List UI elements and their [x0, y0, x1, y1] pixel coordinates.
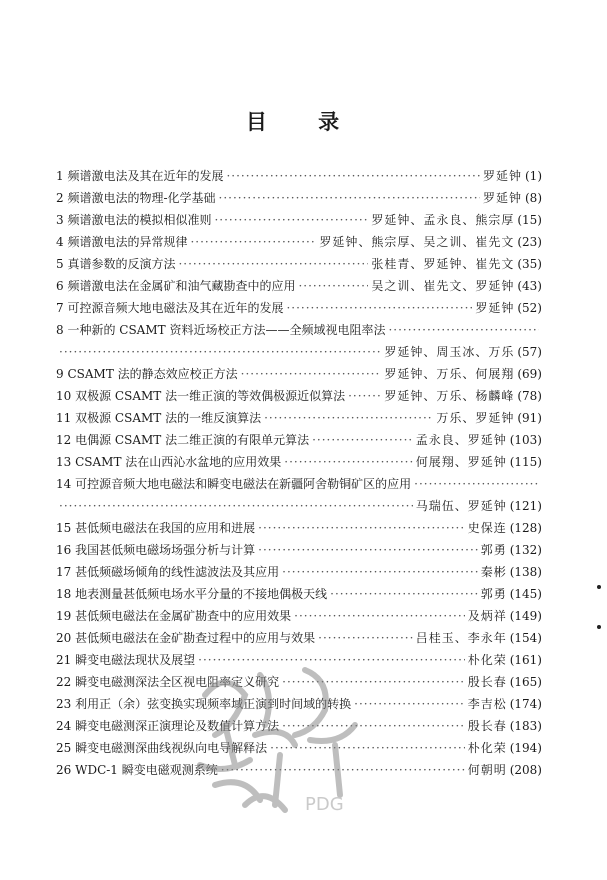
- toc-page: (69): [517, 367, 542, 381]
- toc-authors: 殷长春: [467, 719, 507, 733]
- toc-number: 24: [56, 719, 72, 733]
- toc-authors: 秦彬: [480, 565, 507, 579]
- toc-number: 19: [56, 609, 72, 623]
- toc-page: (115): [509, 455, 542, 469]
- toc-number: 11: [56, 411, 72, 425]
- toc-entry[interactable]: [56, 385, 542, 407]
- toc-title-text: 电偶源 CSAMT 法二维正演的有限单元算法: [75, 433, 310, 447]
- toc-page: (174): [509, 697, 542, 711]
- dot-leader: [258, 517, 465, 539]
- toc-title: [56, 539, 255, 561]
- toc-entry[interactable]: [56, 275, 542, 297]
- toc-page: (208): [509, 763, 542, 777]
- toc-title-text: 真谱参数的反演方法: [67, 257, 176, 271]
- toc-page: (154): [509, 631, 542, 645]
- toc-title-text: 瞬变电磁法现状及展望: [75, 653, 196, 667]
- toc-page: (23): [517, 235, 542, 249]
- toc-authors: 罗延钟、万乐、何展翔: [384, 367, 515, 381]
- toc-entry[interactable]: [56, 561, 542, 583]
- toc-number: 3: [56, 213, 64, 227]
- toc-title-text: CSAMT 法的静态效应校正方法: [67, 367, 238, 381]
- dot-leader: [330, 583, 478, 605]
- toc-page: (194): [509, 741, 542, 755]
- toc-title-text: 频谱激电法的异常规律: [67, 235, 188, 249]
- toc-title-text: WDC-1 瞬变电磁观测系统: [75, 763, 218, 777]
- toc-title: [56, 627, 315, 649]
- toc-title: [56, 649, 195, 671]
- toc-title-text: 频谱激电法的模拟相似准则: [67, 213, 212, 227]
- toc-authors: 罗延钟: [475, 301, 515, 315]
- toc-title: [56, 517, 255, 539]
- dot-leader: [348, 385, 381, 407]
- toc-page: (138): [509, 565, 542, 579]
- dot-leader: [59, 341, 381, 363]
- toc-title: [56, 275, 295, 297]
- dot-leader: [414, 473, 539, 495]
- toc-title: [56, 429, 309, 451]
- dot-leader: [388, 319, 539, 341]
- toc-entry[interactable]: [56, 187, 542, 209]
- toc-page: (128): [509, 521, 542, 535]
- toc-number: 22: [56, 675, 72, 689]
- toc-title: [56, 187, 216, 209]
- toc-number: 6: [56, 279, 64, 293]
- toc-number: 15: [56, 521, 72, 535]
- toc-title-text: 瞬变电磁测深曲线视纵向电导解释法: [75, 741, 268, 755]
- toc-page: (103): [509, 433, 542, 447]
- dot-leader: [241, 363, 382, 385]
- toc-number: 14: [56, 477, 72, 491]
- toc-title-text: 可控源音频大地电磁法和瞬变电磁法在新疆阿舍勒铜矿区的应用: [75, 477, 412, 491]
- toc-authors: 罗延钟、孟永良、熊宗厚: [371, 213, 515, 227]
- toc-number: 13: [56, 455, 72, 469]
- dot-leader: [219, 187, 480, 209]
- dot-leader: [286, 297, 472, 319]
- toc-number: 23: [56, 697, 72, 711]
- toc-entry[interactable]: [56, 517, 542, 539]
- toc-page: (165): [509, 675, 542, 689]
- toc-entry[interactable]: [56, 605, 542, 627]
- toc-title-text: 甚低频磁场倾角的线性滤波法及其应用: [75, 565, 280, 579]
- margin-mark: [597, 625, 601, 629]
- toc-authors: 吕桂玉、李永年: [415, 631, 507, 645]
- toc-authors: 及炳祥: [467, 609, 507, 623]
- toc-title: [56, 165, 223, 187]
- toc-title-text: 频谱激电法的物理-化学基础: [67, 191, 216, 205]
- toc-title: [56, 583, 327, 605]
- toc-title-text: 一种新的 CSAMT 资料近场校正方法——全频域视电阻率法: [67, 323, 386, 337]
- toc-entry[interactable]: [56, 319, 542, 363]
- toc-page: (161): [509, 653, 542, 667]
- toc-number: 7: [56, 301, 64, 315]
- toc-authors: 何展翔、罗延钟: [415, 455, 507, 469]
- toc-number: 10: [56, 389, 72, 403]
- toc-title: [56, 473, 411, 495]
- toc-entry[interactable]: [56, 627, 542, 649]
- toc-number: 9: [56, 367, 64, 381]
- toc-title-text: 地表测量甚低频电场水平分量的不接地偶极天线: [75, 587, 328, 601]
- toc-authors: 万乐、罗延钟: [436, 411, 515, 425]
- toc-title: [56, 319, 385, 341]
- toc-entry[interactable]: [56, 473, 542, 517]
- toc-number: 17: [56, 565, 72, 579]
- dot-leader: [214, 209, 368, 231]
- toc-number: 5: [56, 257, 64, 271]
- toc-title-text: 频谱激电法及其在近年的发展: [67, 169, 224, 183]
- toc-number: 4: [56, 235, 64, 249]
- toc-number: 16: [56, 543, 72, 557]
- toc-title-text: 双极源 CSAMT 法一维正演的等效偶极源近似算法: [75, 389, 346, 403]
- toc-number: 8: [56, 323, 64, 337]
- toc-title-text: 我国甚低频电磁场场强分析与计算: [75, 543, 256, 557]
- toc-page: (121): [509, 499, 542, 513]
- toc-title: [56, 363, 238, 385]
- toc-title: [56, 231, 187, 253]
- dot-leader: [294, 605, 465, 627]
- toc-title-text: 双极源 CSAMT 法的一维反演算法: [75, 411, 262, 425]
- toc-page: (35): [517, 257, 542, 271]
- dot-leader: [178, 253, 368, 275]
- toc-number: 21: [56, 653, 72, 667]
- toc-page: (145): [509, 587, 542, 601]
- toc-entry[interactable]: [56, 165, 542, 187]
- toc-page: (52): [517, 301, 542, 315]
- toc-page: (132): [509, 543, 542, 557]
- dot-leader: [298, 275, 368, 297]
- toc-entry[interactable]: [56, 297, 542, 319]
- stamp-label: PDG: [305, 794, 344, 815]
- toc-entry[interactable]: [56, 209, 542, 231]
- margin-mark: [597, 585, 601, 589]
- toc-authors: 孟永良、罗延钟: [415, 433, 507, 447]
- toc-page: (183): [509, 719, 542, 733]
- toc-authors: 何朝明: [467, 763, 507, 777]
- toc-page: (57): [517, 345, 542, 359]
- dot-leader: [264, 407, 433, 429]
- page-title: 目 录: [245, 110, 362, 134]
- toc-title-text: CSAMT 法在山西沁水盆地的应用效果: [75, 455, 282, 469]
- toc-authors: 吴之训、崔先文、罗延钟: [371, 279, 515, 293]
- dot-leader: [284, 451, 412, 473]
- toc-title-text: 可控源音频大地电磁法及其在近年的发展: [67, 301, 284, 315]
- toc-title: [56, 605, 291, 627]
- toc-page: (78): [517, 389, 542, 403]
- toc-page: (8): [525, 191, 542, 205]
- toc-entry[interactable]: [56, 429, 542, 451]
- toc-title: [56, 561, 279, 583]
- toc-number: 20: [56, 631, 72, 645]
- dot-leader: [226, 165, 480, 187]
- toc-authors: 张桂青、罗延钟、崔先文: [371, 257, 515, 271]
- dot-leader: [258, 539, 478, 561]
- dot-leader: [282, 561, 478, 583]
- toc-number: 2: [56, 191, 64, 205]
- toc-authors: 殷长春: [467, 675, 507, 689]
- toc-title-text: 瞬变电磁测深正演理论及数值计算方法: [75, 719, 280, 733]
- dot-leader: [59, 495, 413, 517]
- toc-number: 25: [56, 741, 72, 755]
- toc-entry[interactable]: [56, 407, 542, 429]
- dot-leader: [190, 231, 316, 253]
- toc-authors: 史保连: [467, 521, 507, 535]
- toc-title: [56, 451, 281, 473]
- toc-authors: 罗延钟、熊宗厚、吴之训、崔先文: [319, 235, 515, 249]
- toc-number: 12: [56, 433, 72, 447]
- toc-title: [56, 297, 283, 319]
- dot-leader: [318, 627, 413, 649]
- toc-title-text: 频谱激电法在金属矿和油气藏勘查中的应用: [67, 279, 296, 293]
- toc-entry[interactable]: [56, 539, 542, 561]
- toc-authors: 朴化荣: [467, 741, 507, 755]
- toc-number: 18: [56, 587, 72, 601]
- toc-page: (149): [509, 609, 542, 623]
- toc-authors: 朴化荣: [467, 653, 507, 667]
- toc-entry[interactable]: [56, 231, 542, 253]
- toc-authors: 郭勇: [480, 543, 507, 557]
- toc-title: [56, 385, 345, 407]
- dot-leader: [312, 429, 413, 451]
- toc-authors: 罗延钟、万乐、杨麟峰: [384, 389, 515, 403]
- toc-page: (1): [525, 169, 542, 183]
- toc-number: 1: [56, 169, 64, 183]
- toc-title-text: 甚低频电磁法在金矿勘查过程中的应用与效果: [75, 631, 316, 645]
- toc-entry[interactable]: [56, 253, 542, 275]
- toc-title-text: 利用正（余）弦变换实现频率域正演到时间域的转换: [75, 697, 352, 711]
- toc-title-text: 甚低频电磁法在我国的应用和进展: [75, 521, 256, 535]
- toc-authors: 李吉松: [467, 697, 507, 711]
- toc-page: (15): [517, 213, 542, 227]
- toc-entry[interactable]: [56, 451, 542, 473]
- toc-entry[interactable]: [56, 363, 542, 385]
- toc-title: [56, 253, 175, 275]
- toc-page: (91): [517, 411, 542, 425]
- toc-authors: 郭勇: [480, 587, 507, 601]
- toc-number: 26: [56, 763, 72, 777]
- toc-authors: 罗延钟: [482, 169, 522, 183]
- toc-authors: 罗延钟: [482, 191, 522, 205]
- toc-title: [56, 209, 211, 231]
- toc-page: (43): [517, 279, 542, 293]
- toc-title-text: 甚低频电磁法在金属矿勘查中的应用效果: [75, 609, 292, 623]
- toc-title: [56, 407, 261, 429]
- toc-entry[interactable]: [56, 583, 542, 605]
- toc-authors: 罗延钟、周玉冰、万乐: [384, 345, 515, 359]
- toc-title-text: 瞬变电磁测深法全区视电阻率定义研究: [75, 675, 280, 689]
- library-seal-stamp: [185, 655, 375, 830]
- toc-authors: 马瑞伍、罗延钟: [415, 499, 507, 513]
